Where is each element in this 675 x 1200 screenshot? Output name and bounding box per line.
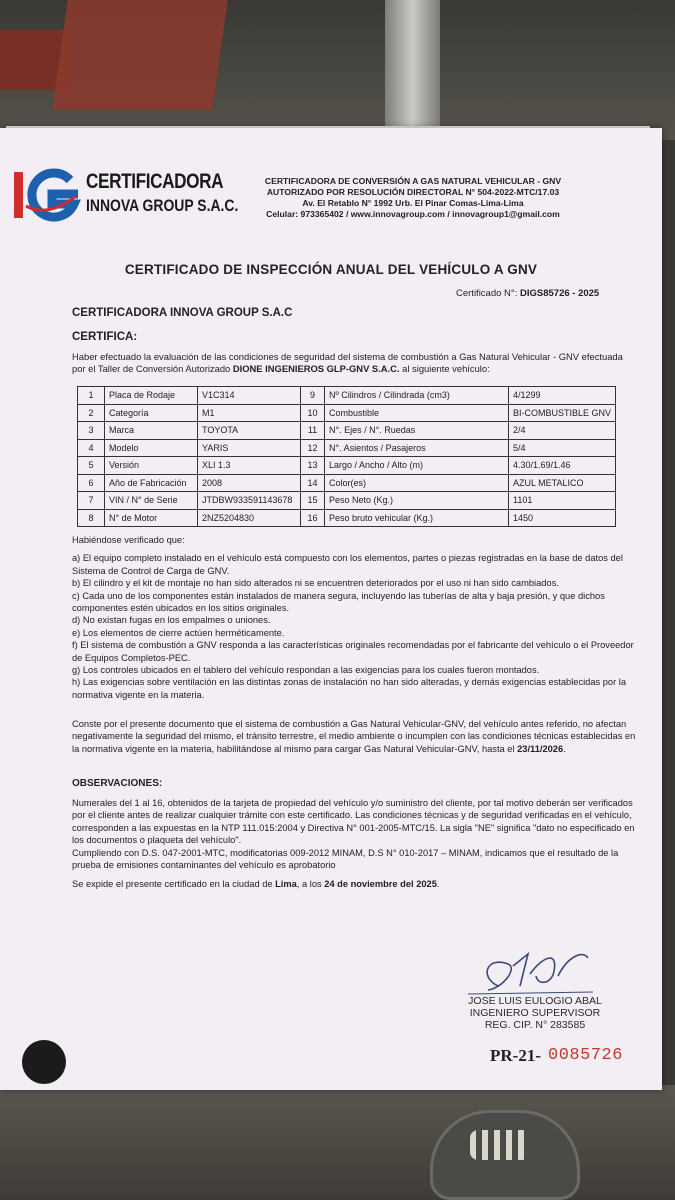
signer-registration: REG. CIP. N° 283585 (484, 1019, 586, 1031)
certifica-heading: CERTIFICA: (72, 331, 138, 343)
intro-text-end: al siguiente vehículo: (399, 363, 490, 374)
document-title: CERTIFICADO DE INSPECCIÓN ANUAL DEL VEHÍCULO A GNV (124, 262, 538, 277)
serial-number: 0085726 (548, 1046, 623, 1065)
row-number: 16 (301, 509, 325, 527)
row-number: 12 (301, 439, 325, 457)
issued-paragraph (72, 878, 637, 890)
verified-item: h) Las exigencias sobre ventilación en las distintas zonas de instalación no han sido alteradas, y demás exigencias establecidas por la normativa vigente en la materia. (72, 677, 627, 700)
row-number: 10 (301, 404, 325, 422)
observations-title: OBSERVACIONES: (72, 778, 163, 789)
table-row (78, 457, 616, 475)
row-number: 2 (78, 404, 105, 422)
table-row (78, 404, 616, 422)
row-number: 1 (78, 387, 105, 405)
row-number: 13 (301, 457, 325, 475)
header-line: Celular: 973365402 / www.innovagroup.com / innovagroup1@gmail.com (266, 209, 560, 219)
issued-text-end: . (436, 879, 440, 889)
observations-text (72, 797, 637, 871)
handwritten-signature (458, 946, 598, 1001)
punch-hole (22, 1040, 66, 1084)
field-label: VIN / N° de Serie (105, 492, 198, 510)
certificate-paper (0, 128, 662, 1090)
conste-text: Conste por el presente documento que el sistema de combustión a Gas Natural Vehicular-GNV, del vehículo antes referido, no afectan negativamente la seguridad del mismo, el tránsito terrestre, el medio ambiente o incumplen con las condiciones técnicas establecidas en la normativa vigente en la materia, habilitándose al mismo para cargar Gas Natural Vehicular-GNV, hasta el (72, 719, 636, 754)
company-logo (12, 166, 239, 226)
header-line: AUTORIZADO POR RESOLUCIÓN DIRECTORAL N° 504-2022-MTC/17.03 (266, 187, 560, 197)
workshop-name: DIONE INGENIEROS GLP-GNV S.A.C. (232, 363, 400, 374)
row-number: 3 (78, 422, 105, 440)
certificate-number-label: Certificado N°: (456, 288, 518, 299)
intro-paragraph (72, 351, 632, 375)
observation-paragraph: Numerales del 1 al 16, obtenidos de la tarjeta de propiedad del vehículo y/o suministro del cliente, por tal motivo deberán ser verificados por el cliente antes de realizar cualquier trámite con este certificado. Las condiciones técnicas y de seguridad verificadas en el vehículo, corresponden a las expuestas en la NTP 111.015:2004 y Directiva N° 001-2005-MTC/15. La sigla "NE" significa "dato no especificado en los documentos o plaqueta del vehículo". (72, 798, 635, 846)
logo-text-line1: CERTIFICADORA (86, 170, 224, 193)
field-label: Modelo (105, 439, 198, 457)
signer-role: INGENIERO SUPERVISOR (469, 1007, 601, 1019)
row-number: 5 (78, 457, 105, 475)
field-label: Largo / Ancho / Alto (m) (325, 457, 509, 475)
signer-block (455, 995, 615, 1031)
header-line: CERTIFICADORA DE CONVERSIÓN A GAS NATURAL VEHICULAR - GNV (264, 176, 562, 186)
signer-name: JOSE LUIS EULOGIO ABAL (468, 995, 602, 1007)
table-row (78, 387, 616, 405)
field-label: Año de Fabricación (105, 474, 198, 492)
field-label: Nº Cilindros / Cilindrada (cm3) (325, 387, 509, 405)
field-value: M1 (198, 404, 301, 422)
intro-text: Haber efectuado la evaluación de las condiciones de seguridad del sistema de combustión a Gas Natural Vehicular - GNV efectuada por el Taller de Conversión Autorizado (72, 351, 623, 374)
field-value: AZUL METALICO (509, 474, 616, 492)
issued-text-mid: , a los (296, 879, 325, 889)
field-value: TOYOTA (198, 422, 301, 440)
field-label: Peso bruto vehicular (Kg.) (325, 509, 509, 527)
valid-until-date: 23/11/2026 (517, 743, 564, 754)
table-row (78, 492, 616, 510)
field-label: Placa de Rodaje (105, 387, 198, 405)
field-value: YARIS (198, 439, 301, 457)
row-number: 8 (78, 509, 105, 527)
issued-date: 24 de noviembre del 2025 (324, 879, 437, 889)
row-number: 4 (78, 439, 105, 457)
verified-item: d) No existan fugas en los empalmes o uniones. (72, 615, 271, 626)
verified-item: b) El cilindro y el kit de montaje no han sido alterados ni se encuentren deteriorados por el uso ni han sido cambiados. (72, 578, 559, 589)
verified-item: e) Los elementos de cierre actúen herméticamente. (72, 627, 285, 638)
field-value: BI-COMBUSTIBLE GNV (509, 404, 616, 422)
shoe-laces (470, 1130, 530, 1160)
field-value: 4.30/1.69/1.46 (509, 457, 616, 475)
vehicle-data-table (77, 386, 616, 527)
field-label: N° de Motor (105, 509, 198, 527)
row-number: 11 (301, 422, 325, 440)
table-row (78, 509, 616, 527)
field-value: V1C314 (198, 387, 301, 405)
field-value: 2008 (198, 474, 301, 492)
row-number: 6 (78, 474, 105, 492)
certificate-number-value: DIGS85726 - 2025 (520, 288, 600, 299)
table-row (78, 422, 616, 440)
form-code: PR-21- (490, 1046, 541, 1065)
row-number: 15 (301, 492, 325, 510)
field-value: 4/1299 (509, 387, 616, 405)
conste-text-end: . (563, 743, 566, 754)
field-label: Categoría (105, 404, 198, 422)
verified-item: a) El equipo completo instalado en el vehículo está compuesto con los elementos, partes o piezas registradas en la base de datos del Sistema de Control de Carga de GNV. (72, 553, 623, 576)
background-red-box (52, 0, 227, 110)
field-value: 1450 (509, 509, 616, 527)
verified-item: f) El sistema de combustión a GNV responda a las características originales recomendadas por el fabricante del vehículo o el Proveedor de Equipos Completos-PEC. (72, 640, 634, 663)
company-name: CERTIFICADORA INNOVA GROUP S.A.C (72, 307, 293, 319)
field-value: XLI 1.3 (198, 457, 301, 475)
issued-text: Se expide el presente certificado en la ciudad de (72, 879, 276, 889)
field-value: 2NZ5204830 (198, 509, 301, 527)
header-info (258, 176, 568, 220)
ig-logo-icon (12, 166, 82, 224)
field-value: 2/4 (509, 422, 616, 440)
observation-paragraph: Cumpliendo con D.S. 047-2001-MTC, modificatorias 009-2012 MINAM, D.S N° 010-2017 – MINAM, indicamos que el resultado de la prueba de emisiones contaminantes del vehículo es aprobatorio (72, 847, 619, 871)
verified-item: g) Los controles ubicados en el tablero del vehículo respondan a las exigencias para los cuales fueron montados. (72, 665, 540, 676)
field-label: Combustible (325, 404, 509, 422)
row-number: 7 (78, 492, 105, 510)
verified-title: Habiéndose verificado que: (72, 535, 185, 545)
row-number: 9 (301, 387, 325, 405)
field-label: N°. Asientos / Pasajeros (325, 439, 509, 457)
logo-text-line2: INNOVA GROUP S.A.C. (86, 196, 239, 215)
field-label: Peso Neto (Kg.) (325, 492, 509, 510)
issued-city: Lima (275, 879, 297, 889)
field-label: Marca (105, 422, 198, 440)
verified-item: c) Cada uno de los componentes están instalados de manera segura, incluyendo las tuberías de alta y baja presión, y que dichos componentes estén ubicados en los sitios originales. (72, 590, 605, 614)
field-value: 1101 (509, 492, 616, 510)
certificate-number (456, 288, 599, 299)
verified-section (72, 534, 637, 701)
field-label: Color(es) (325, 474, 509, 492)
header-line: Av. El Retablo N° 1992 Urb. El Pinar Comas-Lima-Lima (302, 198, 524, 208)
row-number: 14 (301, 474, 325, 492)
field-value: 5/4 (509, 439, 616, 457)
field-value: JTDBW933591143678 (198, 492, 301, 510)
field-label: N°. Ejes / N°. Ruedas (325, 422, 509, 440)
conste-paragraph (72, 718, 637, 755)
field-label: Versión (105, 457, 198, 475)
background-metal-post (385, 0, 440, 140)
table-row (78, 439, 616, 457)
table-row (78, 474, 616, 492)
